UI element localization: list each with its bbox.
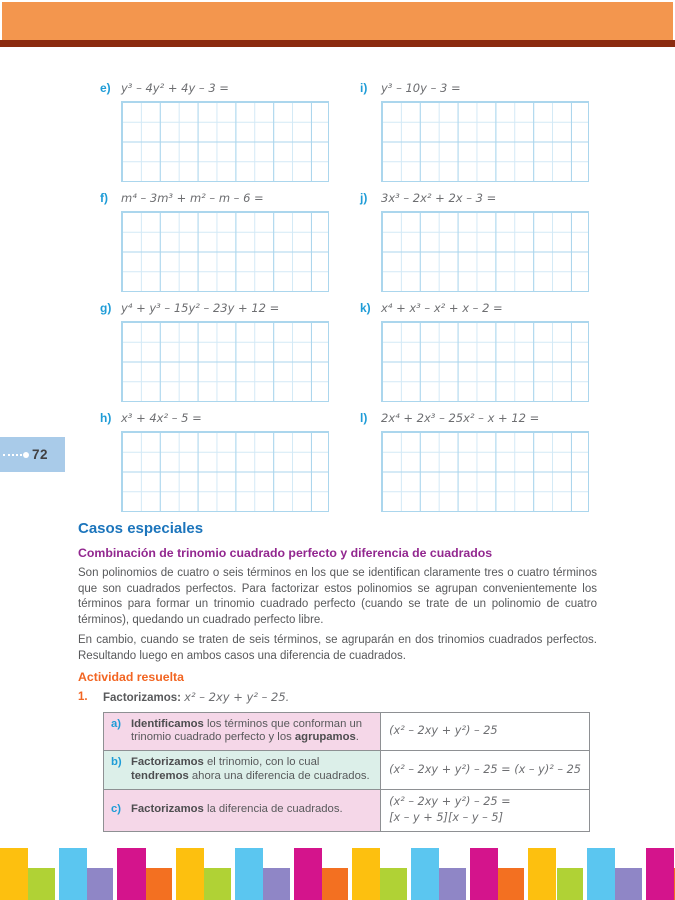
exercise-expression: 3x³ – 2x² + 2x – 3 =	[381, 191, 497, 205]
footer-tile	[322, 868, 349, 900]
footer-tile	[352, 848, 380, 900]
exercise-row	[100, 80, 675, 182]
footer-tile	[587, 848, 615, 900]
exercise-label: k)	[360, 301, 371, 315]
exercise-label: e)	[100, 81, 111, 95]
exercise-body	[381, 300, 589, 402]
page-number-tab	[0, 437, 65, 472]
exercise-row	[100, 300, 675, 402]
answer-grid[interactable]	[121, 101, 329, 182]
footer-tile	[146, 868, 173, 900]
theory-paragraph-1: Son polinomios de cuatro o seis términos en los que se identifican claramente tres o cuatro términos que son cuadrados perfectos. Para factorizar estos polinomios se agrupan convenientemente los términos para formar un trinomio cuadrado perfecto (cuando se trate de un polinomio de cuatro términos), quedando un cuadrado perfecto libre.	[78, 567, 597, 626]
step-description-cell	[104, 789, 381, 831]
step-description: Factorizamos la diferencia de cuadrados.	[131, 803, 343, 816]
answer-grid[interactable]	[121, 321, 329, 402]
footer-tile	[28, 868, 55, 900]
header-dark-stripe	[0, 40, 675, 47]
step-description: Identificamos los términos que conforman un trinomio cuadrado perfecto y los agrupamos.	[131, 717, 363, 744]
step-description: Factorizamos el trinomio, con lo cual tendremos ahora una diferencia de cuadrados.	[131, 756, 370, 782]
exercise-label: f)	[100, 191, 108, 205]
footer-tile	[263, 868, 290, 900]
exercise-label: h)	[100, 411, 112, 425]
footer-tile	[0, 848, 28, 900]
step-label: c)	[111, 803, 122, 816]
steps-table	[103, 712, 590, 832]
exercise-expression: x⁴ + x³ – x² + x – 2 =	[381, 301, 503, 315]
exercise-item-k	[360, 300, 589, 402]
theory-paragraph-2: En cambio, cuando se traten de seis términos, se agruparán en dos trinomios cuadrados perfectos. Resultando luego en ambos casos una diferencia de cuadrados.	[78, 634, 597, 662]
step-result: (x² – 2xy + y²) – 25 = [x – y + 5][x – y – 5]	[381, 789, 590, 831]
activity-expression: x² – 2xy + y² – 25.	[184, 689, 290, 704]
exercise-label: i)	[360, 81, 368, 95]
footer-tiles	[0, 848, 675, 900]
step-description-cell	[104, 751, 381, 790]
exercise-body	[121, 410, 329, 512]
footer-tile	[176, 848, 204, 900]
exercise-item-h	[100, 410, 329, 512]
answer-grid[interactable]	[381, 101, 589, 182]
activity-lead: Factorizamos:	[103, 691, 181, 704]
footer-tile	[87, 868, 114, 900]
page-number: 72	[32, 447, 49, 462]
footer-tile	[380, 868, 407, 900]
footer-tile	[117, 848, 145, 900]
exercise-body	[121, 80, 329, 182]
footer-tile	[557, 868, 584, 900]
answer-grid[interactable]	[121, 431, 329, 512]
page-dot	[23, 452, 29, 458]
table-row-c	[104, 789, 590, 831]
answer-grid[interactable]	[381, 321, 589, 402]
activity-text	[103, 689, 289, 706]
exercise-expression: y³ – 10y – 3 =	[381, 81, 461, 95]
exercise-body	[381, 80, 589, 182]
table-row-a	[104, 712, 590, 751]
activity-title: Actividad resuelta	[78, 669, 184, 684]
exercise-item-f	[100, 190, 329, 292]
answer-grid[interactable]	[121, 211, 329, 292]
exercise-row	[100, 410, 675, 512]
answer-grid[interactable]	[381, 211, 589, 292]
footer-tile	[528, 848, 556, 900]
exercise-label: l)	[360, 411, 368, 425]
exercise-label: j)	[360, 191, 368, 205]
page-header	[0, 0, 675, 47]
step-description-cell	[104, 712, 381, 751]
activity-statement	[78, 689, 597, 706]
step-result: (x² – 2xy + y²) – 25 = (x – y)² – 25	[381, 751, 590, 790]
exercise-item-l	[360, 410, 589, 512]
activity-number: 1.	[78, 690, 88, 703]
footer-tile	[294, 848, 322, 900]
exercise-label: g)	[100, 301, 112, 315]
footer-tile	[498, 868, 525, 900]
dotted-line	[3, 454, 22, 456]
footer-tile	[59, 848, 87, 900]
exercise-expression: m⁴ – 3m³ + m² – m – 6 =	[121, 191, 264, 205]
exercise-item-j	[360, 190, 589, 292]
answer-grid[interactable]	[381, 431, 589, 512]
step-label: b)	[111, 756, 122, 769]
exercise-item-g	[100, 300, 329, 402]
table-row-b	[104, 751, 590, 790]
exercise-body	[381, 190, 589, 292]
footer-tile	[235, 848, 263, 900]
exercise-body	[121, 190, 329, 292]
footer-tile	[411, 848, 439, 900]
footer-tile	[646, 848, 674, 900]
exercises-section	[0, 47, 675, 512]
exercise-expression: x³ + 4x² – 5 =	[121, 411, 202, 425]
footer-tile	[615, 868, 642, 900]
step-result: (x² – 2xy + y²) – 25	[381, 712, 590, 751]
exercise-item-i	[360, 80, 589, 182]
section-subtitle: Combinación de trinomio cuadrado perfecto y diferencia de cuadrados	[78, 546, 493, 560]
footer-tile	[204, 868, 231, 900]
exercise-body	[381, 410, 589, 512]
theory-section	[78, 520, 597, 832]
step-label: a)	[111, 717, 122, 730]
footer-tile	[439, 868, 466, 900]
exercise-expression: y³ – 4y² + 4y – 3 =	[121, 81, 229, 95]
section-title: Casos especiales	[78, 520, 204, 537]
exercise-expression: y⁴ + y³ – 15y² – 23y + 12 =	[121, 301, 280, 315]
exercise-row	[100, 190, 675, 292]
footer-tile	[470, 848, 498, 900]
exercise-expression: 2x⁴ + 2x³ – 25x² – x + 12 =	[381, 411, 540, 425]
exercise-body	[121, 300, 329, 402]
header-orange-band	[2, 2, 673, 40]
exercise-item-e	[100, 80, 329, 182]
